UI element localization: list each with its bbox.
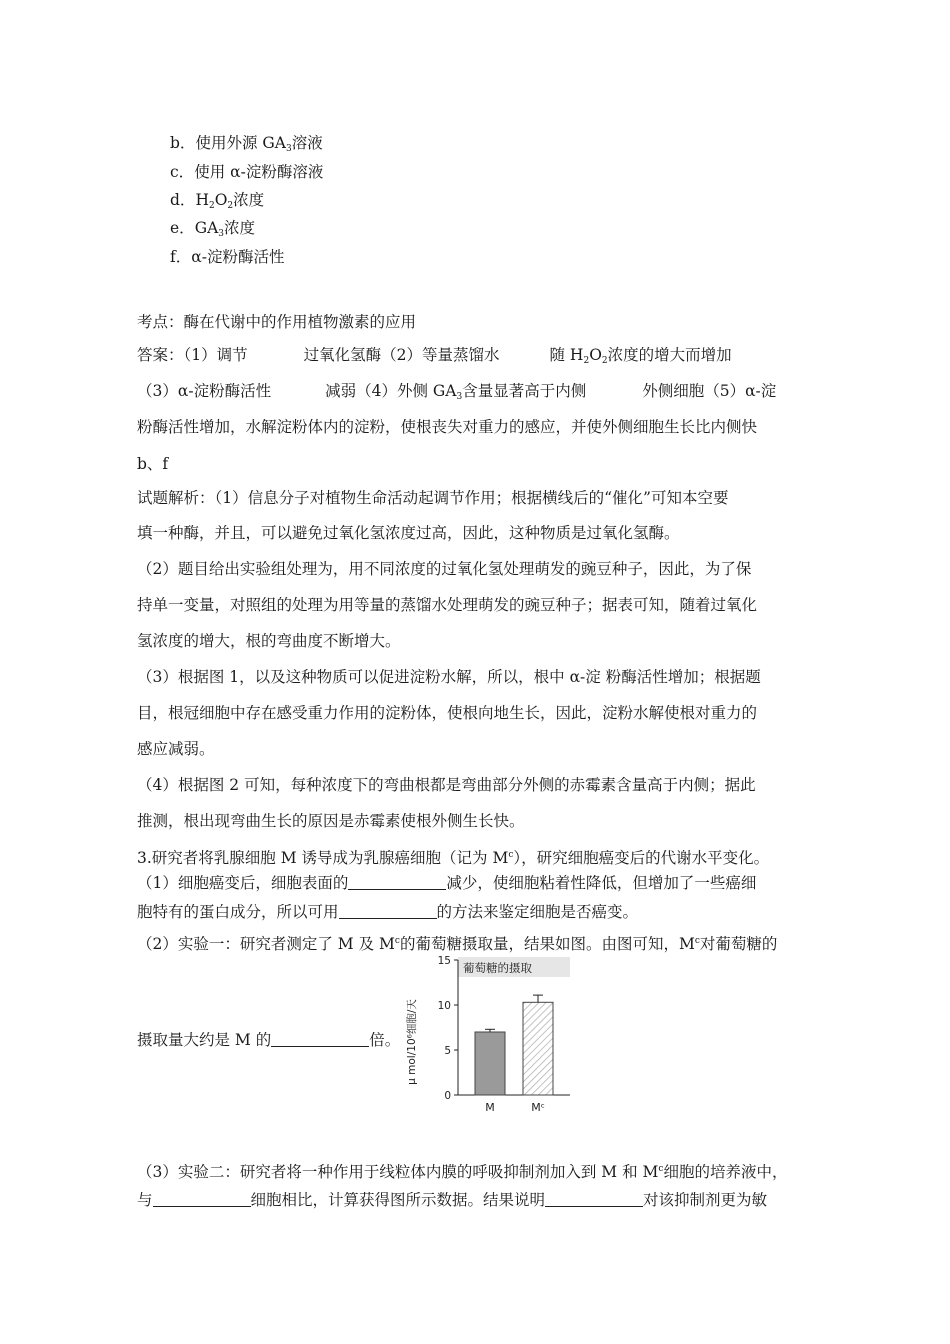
q3-part1-line1: （1）细胞癌变后，细胞表面的 减少，使细胞粘着性降低，但增加了一些癌细 xyxy=(137,874,757,892)
y-tick-label: 0 xyxy=(444,1090,451,1102)
bar xyxy=(523,1002,553,1095)
answer-blank[interactable] xyxy=(271,1030,369,1047)
q3-intro: 3.研究者将乳腺细胞 M 诱导成为乳腺癌细胞（记为 $M^c$），研究细胞癌变后的代谢水平变化。 xyxy=(137,849,770,867)
kaodian-line: 考点：酶在代谢中的作用植物激素的应用 xyxy=(137,313,417,331)
analysis-line: 感应减弱。 xyxy=(137,740,215,758)
analysis-line: （4）根据图 2 可知，每种浓度下的弯曲根都是弯曲部分外侧的赤霉素含量高于内侧；据此 xyxy=(137,776,756,794)
glucose-uptake-chart xyxy=(400,950,580,1125)
analysis-line: 氢浓度的增大，根的弯曲度不断增大。 xyxy=(137,632,401,650)
q3-part3-line2: 与 细胞相比，计算获得图所示数据。结果说明 对该抑制剂更为敏 xyxy=(137,1191,768,1209)
answer-line-4: b、f xyxy=(137,455,169,473)
analysis-line: 推测，根出现弯曲生长的原因是赤霉素使根外侧生长快。 xyxy=(137,812,525,830)
answer-line-2: （3）α-淀粉酶活性 减弱（4）外侧 $GA_3$含量显著高于内侧 外侧细胞（5）α-淀 xyxy=(137,382,777,402)
analysis-line: 试题解析：（1）信息分子对植物生命活动起调节作用；根据横线后的“催化”可知本空要 xyxy=(137,489,729,507)
answer-blank[interactable] xyxy=(545,1190,643,1207)
bar xyxy=(475,1032,505,1095)
option-c: c．使用 α-淀粉酶溶液 xyxy=(170,163,324,181)
answer-blank[interactable] xyxy=(348,873,446,890)
q3-part2-line1: （2）实验一：研究者测定了 M 及 $M^c$的葡萄糖摄取量，结果如图。由图可知，$M^c$对葡萄糖的 xyxy=(137,935,778,953)
q3-part1-line2: 胞特有的蛋白成分，所以可用 的方法来鉴定细胞是否癌变。 xyxy=(137,903,639,921)
y-tick-label: 5 xyxy=(444,1045,451,1057)
x-tick-label: M xyxy=(485,1101,495,1114)
y-axis-label: μ mol/10⁶细胞/天 xyxy=(406,999,418,1085)
answer-blank[interactable] xyxy=(153,1190,251,1207)
option-f: f．α-淀粉酶活性 xyxy=(170,248,285,266)
answer-line-3: 粉酶活性增加，水解淀粉体内的淀粉，使根丧失对重力的感应，并使外侧细胞生长比内侧快 xyxy=(137,418,758,436)
option-e: e．$GA_3$浓度 xyxy=(170,219,256,239)
analysis-line: 填一种酶，并且，可以避免过氧化氢浓度过高，因此，这种物质是过氧化氢酶。 xyxy=(137,524,680,542)
chart-title: 葡萄糖的摄取 xyxy=(463,961,532,975)
q3-part2-line2: 摄取量大约是 M 的 倍。 xyxy=(137,1031,401,1049)
answer-blank[interactable] xyxy=(339,902,437,919)
x-tick-label: Mᶜ xyxy=(531,1101,545,1114)
y-tick-label: 15 xyxy=(437,955,451,967)
answer-line-1: 答案：（1）调节 过氧化氢酶（2）等量蒸馏水 随 $H_2O_2$浓度的增大而增加 xyxy=(137,346,732,366)
analysis-line: （3）根据图 1，以及这种物质可以促进淀粉水解，所以，根中 α-淀 粉酶活性增加；根据题 xyxy=(137,668,761,686)
analysis-line: 目，根冠细胞中存在感受重力作用的淀粉体，使根向地生长，因此，淀粉水解使根对重力的 xyxy=(137,704,758,722)
analysis-line: 持单一变量，对照组的处理为用等量的蒸馏水处理萌发的豌豆种子；据表可知，随着过氧化 xyxy=(137,596,758,614)
analysis-line: （2）题目给出实验组处理为，用不同浓度的过氧化氢处理萌发的豌豆种子，因此，为了保 xyxy=(137,560,752,578)
option-b: b．使用外源 $GA_3$溶液 xyxy=(170,134,323,154)
y-tick-label: 10 xyxy=(437,1000,451,1012)
q3-part3-line1: （3）实验二：研究者将一种作用于线粒体内膜的呼吸抑制剂加入到 M 和 $M^c$细胞的培养液中， xyxy=(137,1163,788,1181)
option-d: d．$H_2O_2$浓度 xyxy=(170,191,265,211)
